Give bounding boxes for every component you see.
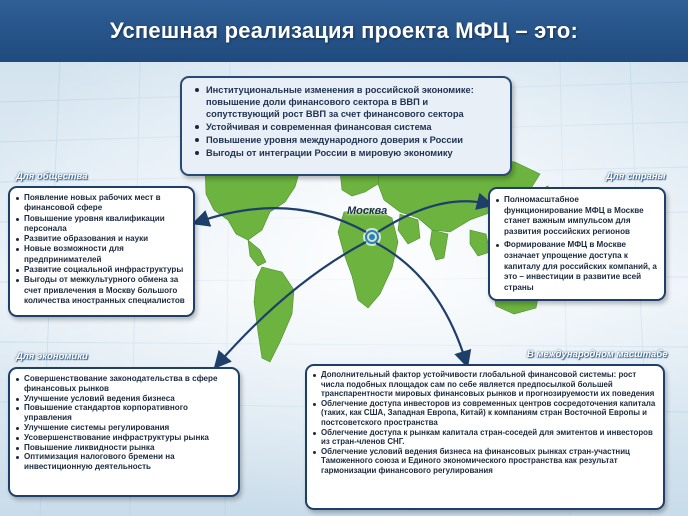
society-box <box>8 186 195 317</box>
economy-box <box>8 367 240 497</box>
center-item: Повышение уровня международного доверия к России <box>194 134 502 146</box>
country-label: Для страны <box>606 171 666 182</box>
economy-item: Совершенствование законодательства в сфере финансовых рынков <box>15 374 233 394</box>
center-box <box>180 76 512 176</box>
society-item: Выгоды от межкультурного обмена за счет привлечения в Москву большого количества иностранных специалистов <box>15 275 188 306</box>
economy-item: Повышение ликвидности рынка <box>15 443 233 453</box>
center-item: Устойчивая и современная финансовая система <box>194 121 502 133</box>
international-item: Облегчение доступа к рынкам капитала стран-соседей для эмитентов и инвесторов из стран-членов СНГ. <box>312 428 658 447</box>
society-item: Новые возможности для предпринимателей <box>15 244 188 265</box>
center-item: Институциональные изменения в российской экономике: повышение доли финансового сектора в ВВП и сопутствующий рост ВВП за счет финансового сектора <box>194 84 502 120</box>
economy-item: Улучшение системы регулирования <box>15 423 233 433</box>
society-item: Развитие социальной инфраструктуры <box>15 265 188 275</box>
international-item: Дополнительный фактор устойчивости глобальной финансовой системы: рост числа подобных площадок сам по себе является предпосылкой большей транспарентности мировых финансовых рынков и прогнозируемости их поведения <box>312 370 658 399</box>
country-item: Полномасштабное функционирование МФЦ в Москве станет важным импульсом для развития российских регионов <box>495 195 659 237</box>
international-item: Облегчение условий ведения бизнеса на финансовых рынках стран-участниц Таможенного союза и Единого экономического пространства как результат гармонизации финансового регулирования <box>312 447 658 476</box>
economy-item: Улучшение условий ведения бизнеса <box>15 394 233 404</box>
economy-item: Усовершенствование инфраструктуры рынка <box>15 433 233 443</box>
economy-item: Повышение стандартов корпоративного управления <box>15 403 233 423</box>
city-label: Москва <box>347 205 388 217</box>
page-title: Успешная реализация проекта МФЦ – это: <box>109 18 579 43</box>
international-box <box>305 364 665 510</box>
society-item: Повышение уровня квалификации персонала <box>15 214 188 235</box>
society-item: Развитие образования и науки <box>15 234 188 244</box>
international-item: Облегчение доступа инвесторов из современных центров сосредоточения капитала (таких, как США, Западная Европа, Китай) к компаниям стран Восточной Европы и постсоветского пространства <box>312 399 658 428</box>
country-box <box>488 187 666 301</box>
economy-item: Оптимизация налогового бремени на инвестиционную деятельность <box>15 452 233 472</box>
economy-label: Для экономики <box>16 351 88 362</box>
country-item: Формирование МФЦ в Москве означает упрощение доступа к капиталу для российских компаний, а это – инвестиции в развитие всей страны <box>495 240 659 293</box>
header-bar <box>0 0 688 65</box>
international-label: В международном масштабе <box>527 349 668 360</box>
society-item: Появление новых рабочих мест в финансовой сфере <box>15 193 188 214</box>
society-label: Для общества <box>16 171 88 182</box>
center-item: Выгоды от интеграции России в мировую экономику <box>194 147 502 159</box>
